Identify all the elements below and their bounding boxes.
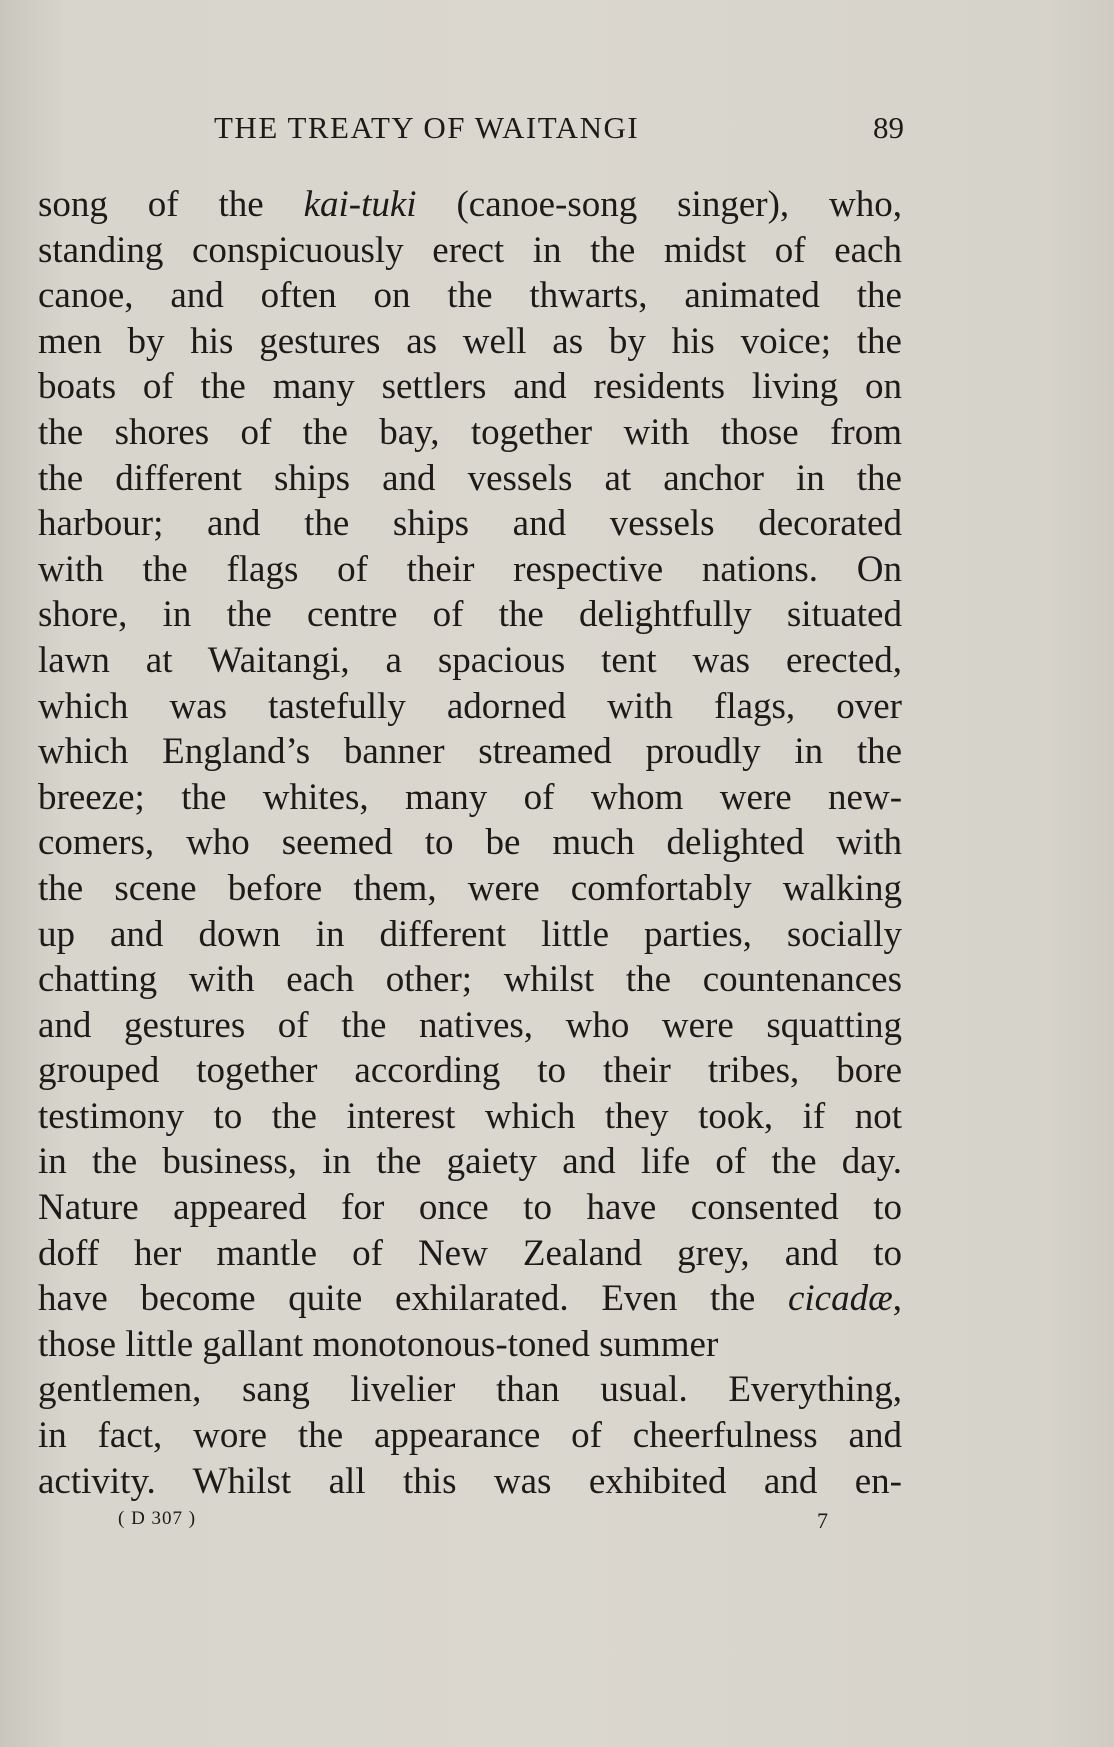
text-line: men by his gestures as well as by his voice; the: [38, 320, 902, 362]
text-line: [38, 182, 902, 228]
page-number: 89: [873, 110, 904, 145]
text-line: comers, who seemed to be much delighted with: [38, 822, 902, 864]
text-line: lawn at Waitangi, a spacious tent was erected,: [38, 639, 902, 681]
italic-term: kai-tuki: [303, 184, 417, 225]
text-line: gentlemen, sang livelier than usual. Everything,: [38, 1369, 903, 1411]
text-line: Nature appeared for once to have consented to: [38, 1187, 903, 1229]
text-line: and gestures of the natives, who were squatting: [38, 1004, 902, 1046]
running-head: [214, 110, 904, 150]
italic-term: cicadæ: [787, 1278, 893, 1320]
text-line: up and down in different little parties, socially: [38, 913, 902, 955]
text-segment: (canoe-song singer), who,: [416, 184, 902, 225]
text-line: testimony to the interest which they took, if not: [38, 1095, 903, 1137]
text-line: the different ships and vessels at anchor in the: [38, 457, 902, 499]
text-line: [38, 1276, 902, 1322]
text-line: activity. Whilst all this was exhibited and en-: [38, 1460, 903, 1502]
text-line: in the business, in the gaiety and life of the day.: [38, 1141, 903, 1183]
text-line: canoe, and often on the thwarts, animated the: [38, 275, 902, 317]
text-line: with the flags of their respective nations. On: [38, 548, 902, 590]
page-footer: [118, 1508, 828, 1532]
text-line: in fact, wore the appearance of cheerfulness and: [38, 1415, 902, 1457]
running-head-title: THE TREATY OF WAITANGI: [214, 110, 640, 145]
text-line: doff her mantle of New Zealand grey, and to: [38, 1232, 903, 1274]
text-line: chatting with each other; whilst the countenances: [38, 959, 903, 1001]
text-segment: song of the: [38, 184, 304, 225]
text-segment: have become quite exhilarated. Even the: [38, 1278, 788, 1320]
text-line: those little gallant monotonous-toned summer: [38, 1323, 719, 1365]
text-line: which was tastefully adorned with flags, over: [38, 685, 902, 727]
text-segment: ,: [892, 1278, 903, 1320]
text-line: shore, in the centre of the delightfully situated: [38, 594, 902, 636]
text-line: boats of the many settlers and residents living on: [38, 366, 902, 408]
text-line: grouped together according to their tribes, bore: [38, 1050, 902, 1092]
sheet-number: 7: [817, 1508, 828, 1533]
text-line: the shores of the bay, together with those from: [38, 411, 903, 453]
text-line: harbour; and the ships and vessels decorated: [38, 503, 902, 545]
printer-signature: ( D 307 ): [118, 1508, 197, 1529]
text-line: which England’s banner streamed proudly in the: [38, 731, 903, 773]
text-line: the scene before them, were comfortably walking: [38, 867, 902, 909]
text-line: standing conspicuously erect in the midst of each: [38, 229, 902, 271]
body-text: [38, 182, 902, 1504]
text-line: breeze; the whites, many of whom were new-: [38, 776, 903, 818]
